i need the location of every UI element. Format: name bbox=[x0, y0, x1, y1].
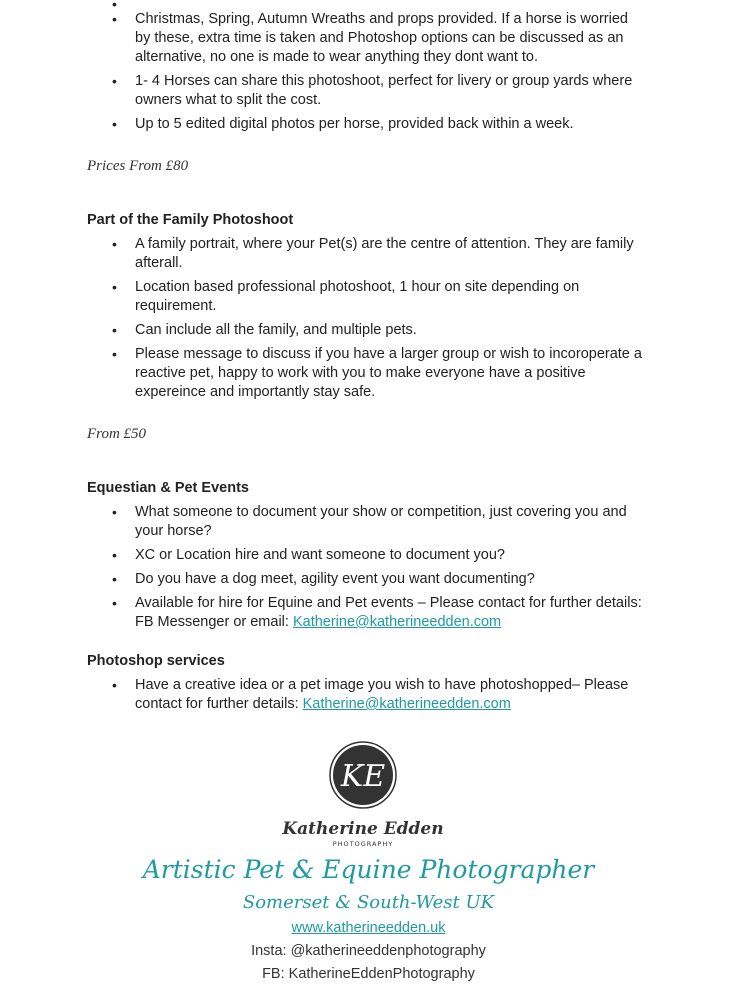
family-photoshoot-list bbox=[87, 235, 645, 407]
photoshop-list bbox=[87, 676, 645, 719]
fb-handle: FB: KatherineEddenPhotography bbox=[262, 966, 475, 982]
email-link[interactable]: Katherine@katherineedden.com bbox=[302, 696, 511, 712]
list-item bbox=[87, 594, 645, 632]
price-text: From £50 bbox=[87, 426, 147, 442]
insta-handle: Insta: @katherineeddenphotography bbox=[251, 943, 486, 959]
logo-emblem-icon bbox=[0, 740, 737, 850]
list-item-text: Available for hire for Equine and Pet events – Please contact for further details: FB Messenger or email: bbox=[135, 595, 642, 630]
list-item: • Up to 5 edited digital photos per horse, provided back within a week. bbox=[87, 115, 645, 134]
region-text: Somerset & South-West UK bbox=[242, 892, 495, 913]
list-item: • Christmas, Spring, Autumn Wreaths and props provided. If a horse is worried by these, extra time is taken and Photoshop options can be discussed as an alternative, no one is made to wear anything they dont want to. bbox=[87, 10, 645, 67]
logo bbox=[0, 740, 737, 850]
wreath-photoshoot-list bbox=[87, 10, 645, 139]
website-link[interactable]: www.katherineedden.uk bbox=[291, 920, 446, 936]
list-item: • Please message to discuss if you have a larger group or wish to incoroperate a reactive pet, happy to work with you to make everyone have a positive expereince and importantly stay safe. bbox=[87, 345, 645, 402]
section-heading-events: Equestian & Pet Events bbox=[87, 480, 249, 496]
price-text: Prices From £80 bbox=[87, 158, 189, 174]
list-item: • Location based professional photoshoot, 1 hour on site depending on requirement. bbox=[87, 278, 645, 316]
tagline: Artistic Pet & Equine Photographer bbox=[142, 855, 595, 884]
list-item: • Do you have a dog meet, agility event you want documenting? bbox=[87, 570, 645, 589]
list-item: • A family portrait, where your Pet(s) are the centre of attention. They are family afterall. bbox=[87, 235, 645, 273]
email-link[interactable]: Katherine@katherineedden.com bbox=[292, 614, 502, 630]
list-item: • What someone to document your show or competition, just covering you and your horse? bbox=[87, 503, 645, 541]
logo-monogram: KE bbox=[340, 759, 386, 794]
list-item: • XC or Location hire and want someone to document you? bbox=[87, 546, 645, 565]
list-item-text: Have a creative idea or a pet image you wish to have photoshopped– Please contact for further details: bbox=[135, 677, 629, 712]
list-item: • 1- 4 Horses can share this photoshoot, perfect for livery or group yards where owners what to split the cost. bbox=[87, 72, 645, 110]
section-heading-family: Part of the Family Photoshoot bbox=[87, 212, 294, 228]
section-heading-photoshop: Photoshop services bbox=[87, 653, 225, 669]
list-item: • Can include all the family, and multiple pets. bbox=[87, 321, 645, 340]
list-item bbox=[87, 676, 645, 714]
logo-name: Katherine Edden bbox=[282, 819, 444, 839]
logo-subtitle: PHOTOGRAPHY bbox=[332, 840, 394, 848]
events-list bbox=[87, 503, 645, 637]
website-row bbox=[0, 917, 737, 940]
